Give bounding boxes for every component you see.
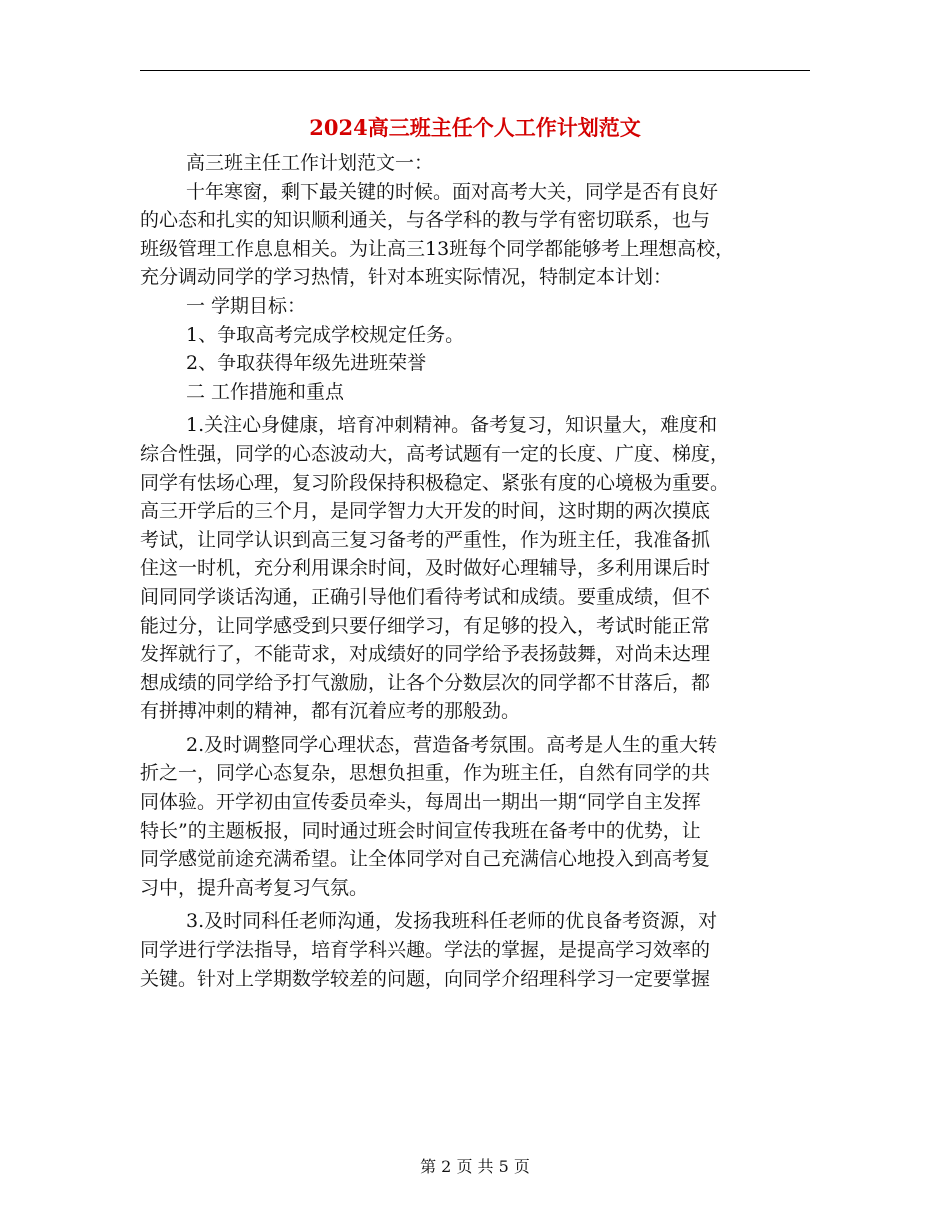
text-line: 班级管理工作息息相关。为让高三13班每个同学都能够考上理想高校， — [140, 237, 735, 260]
text-line: 有拼搏冲刺的精神，都有沉着应考的那般劲。 — [140, 700, 521, 723]
text-line: 二 工作措施和重点 — [186, 380, 345, 403]
document-body — [140, 149, 810, 993]
text-line: 能过分，让同学感受到只要仔细学习，有足够的投入，考试时能正常 — [140, 614, 711, 637]
header-rule — [140, 70, 810, 71]
text-line: 想成绩的同学给予打气激励，让各个分数层次的同学都不甘落后，都 — [140, 671, 711, 694]
text-line: 高三开学后的三个月，是同学智力大开发的时间，这时期的两次摸底 — [140, 500, 711, 523]
text-line: 关键。针对上学期数学较差的问题，向同学介绍理科学习一定要掌握 — [140, 967, 711, 990]
text-line: 高三班主任工作计划范文一： — [186, 152, 434, 174]
text-line: 2、争取获得年级先进班荣誉 — [186, 352, 427, 375]
text-line: 折之一，同学心态复杂，思想负担重，作为班主任，自然有同学的共 — [140, 762, 711, 785]
text-line: 发挥就行了，不能苛求，对成绩好的同学给予表扬鼓舞，对尚未达理 — [140, 643, 711, 666]
text-line: 习中，提升高考复习气氛。 — [140, 876, 369, 899]
text-line: 间同同学谈话沟通，正确引导他们看待考试和成绩。要重成绩，但不 — [140, 585, 711, 608]
text-line: 考试，让同学认识到高三复习备考的严重性，作为班主任，我准备抓 — [140, 528, 711, 551]
text-line: 充分调动同学的学习热情，针对本班实际情况，特制定本计划： — [140, 266, 673, 289]
text-line: 同体验。开学初由宣传委员牵头，每周出一期出一期“同学自主发挥 — [140, 791, 701, 814]
text-line: 3.及时同科任老师沟通，发扬我班科任老师的优良备考资源，对 — [186, 910, 718, 933]
text-line: 2.及时调整同学心理状态，营造备考氛围。高考是人生的重大转 — [186, 733, 718, 756]
text-line: 同学感觉前途充满希望。让全体同学对自己充满信心地投入到高考复 — [140, 848, 711, 871]
text-line: 同学有怯场心理，复习阶段保持积极稳定、紧张有度的心境极为重要。 — [140, 471, 730, 494]
text-line: 十年寒窗，剩下最关键的时候。面对高考大关，同学是否有良好 — [186, 180, 719, 203]
text-line: 一 学期目标： — [186, 294, 307, 317]
text-line: 综合性强，同学的心态波动大，高考试题有一定的长度、广度、梯度， — [140, 442, 730, 465]
text-line: 的心态和扎实的知识顺利通关，与各学科的教与学有密切联系，也与 — [140, 209, 711, 232]
document-title: 2024高三班主任个人工作计划范文 — [309, 115, 641, 140]
page-number-footer: 第 2 页 共 5 页 — [420, 1157, 530, 1176]
text-line: 住这一时机，充分利用课余时间，及时做好心理辅导，多利用课后时 — [140, 557, 711, 580]
text-line: 同学进行学法指导，培育学科兴趣。学法的掌握，是提高学习效率的 — [140, 939, 711, 962]
text-line: 1、争取高考完成学校规定任务。 — [186, 323, 465, 346]
text-line: 特长”的主题板报，同时通过班会时间宣传我班在备考中的优势，让 — [140, 819, 701, 842]
text-line: 1.关注心身健康，培育冲刺精神。备考复习，知识量大，难度和 — [186, 414, 718, 437]
